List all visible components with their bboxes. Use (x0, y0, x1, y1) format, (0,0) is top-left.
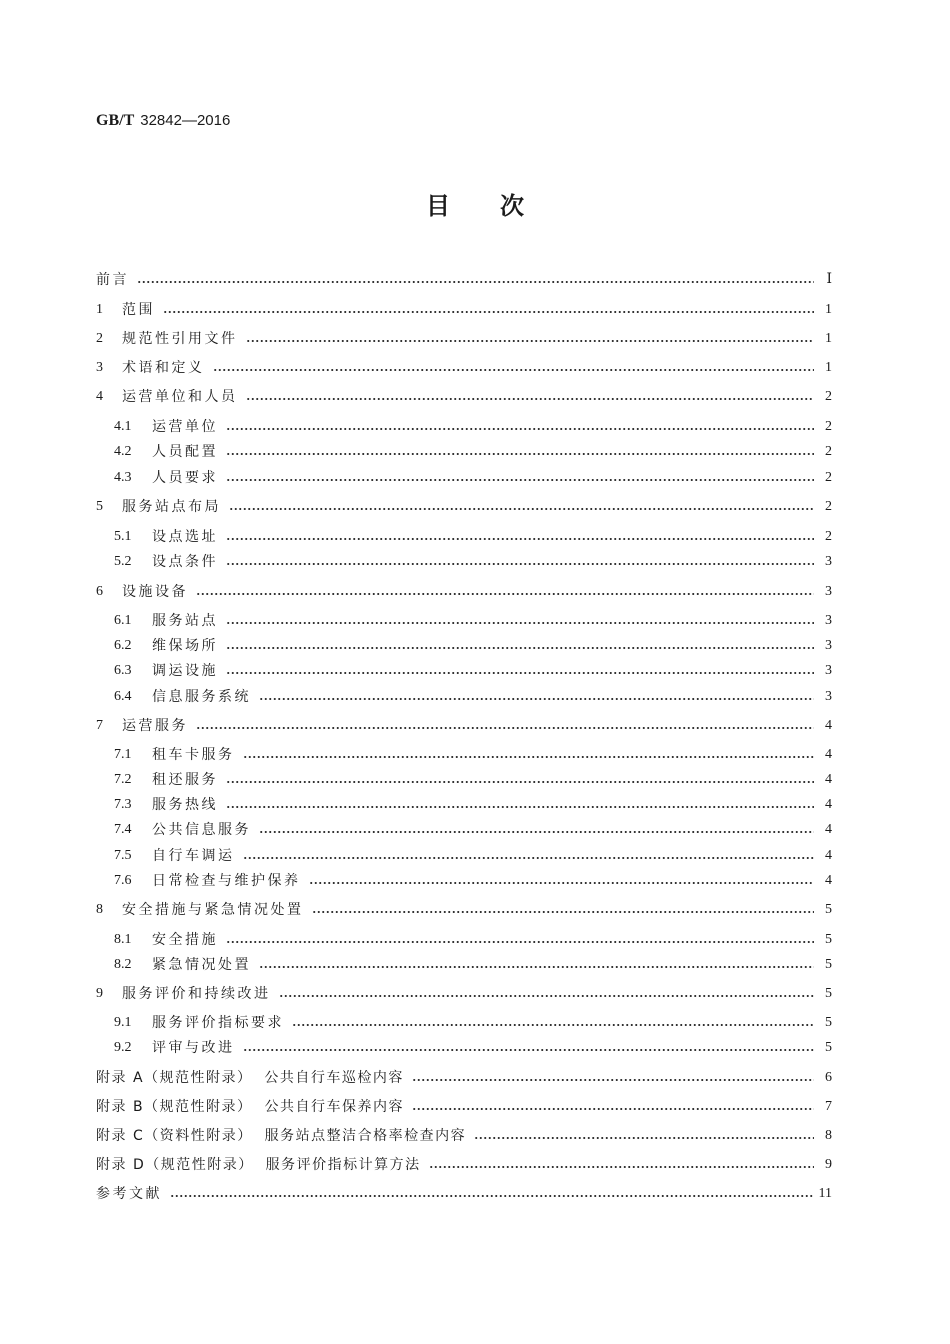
toc-entry-label: 附录 C（资料性附录） 服务站点整洁合格率检查内容 (96, 1128, 467, 1144)
toc-entry[interactable] (96, 270, 832, 290)
dot-leader (226, 453, 814, 455)
toc-entry-label: 附录 A（规范性附录） 公共自行车巡检内容 (96, 1070, 404, 1086)
toc-entry-label: 人员配置 (152, 444, 218, 460)
toc-entry-number: 4.2 (114, 444, 132, 459)
dot-leader (309, 882, 815, 884)
toc-entry-number: 9.2 (114, 1040, 132, 1055)
toc-entry-number: 9 (96, 986, 103, 1001)
toc-entry[interactable] (96, 1155, 832, 1175)
toc-entry[interactable] (96, 984, 832, 1004)
toc-entry-page-number: 2 (825, 389, 832, 404)
toc-entry[interactable] (114, 552, 832, 572)
toc-entry-number: 5.2 (114, 554, 132, 569)
toc-entry[interactable] (114, 955, 832, 975)
toc-entry-label: 附录 D（规范性附录） 服务评价指标计算方法 (96, 1157, 421, 1173)
dot-leader (259, 831, 814, 833)
toc-entry-number: 8 (96, 902, 103, 917)
toc-entry-page-number: 5 (825, 1040, 832, 1055)
toc-entry-number: 7.5 (114, 848, 132, 863)
dot-leader (226, 941, 814, 943)
toc-entry-page-number: 4 (825, 822, 832, 837)
toc-entry-number: 7 (96, 718, 103, 733)
toc-entry[interactable] (96, 1068, 832, 1088)
toc-entry-label: 参考文献 (96, 1186, 162, 1202)
toc-entry-label: 调运设施 (152, 663, 218, 679)
toc-entry-label: 公共信息服务 (152, 822, 251, 838)
toc-entry-page-number: 4 (825, 873, 832, 888)
dot-leader (259, 966, 814, 968)
toc-entry-label: 运营服务 (122, 718, 188, 734)
dot-leader (474, 1137, 814, 1139)
toc-entry[interactable] (96, 497, 832, 517)
toc-entry-page-number: 3 (825, 584, 832, 599)
toc-entry[interactable] (114, 1038, 832, 1058)
toc-entry[interactable] (114, 442, 832, 462)
toc-entry-page-number: 3 (825, 554, 832, 569)
dot-leader (226, 428, 814, 430)
toc-entry[interactable] (96, 1126, 832, 1146)
toc-entry[interactable] (114, 527, 832, 547)
toc-entry[interactable] (114, 687, 832, 707)
toc-entry[interactable] (96, 329, 832, 349)
toc-entry-label: 日常检查与维护保养 (152, 873, 301, 889)
dot-leader (226, 538, 814, 540)
dot-leader (259, 698, 814, 700)
dot-leader (213, 369, 815, 371)
toc-entry-label: 范围 (122, 302, 155, 318)
toc-entry-number: 7.2 (114, 772, 132, 787)
toc-entry-page-number: 1 (825, 302, 832, 317)
dot-leader (226, 647, 814, 649)
toc-entry-label: 设点选址 (152, 529, 218, 545)
toc-entry-number: 1 (96, 302, 103, 317)
page-title-char: 目 (426, 192, 450, 220)
toc-entry-number: 2 (96, 331, 103, 346)
toc-entry[interactable] (114, 795, 832, 815)
dot-leader (246, 340, 815, 342)
toc-entry-label: 自行车调运 (152, 848, 235, 864)
toc-entry-page-number: Ⅰ (826, 272, 832, 287)
toc-entry-page-number: 3 (825, 663, 832, 678)
toc-entry[interactable] (114, 1013, 832, 1033)
toc-entry-page-number: 3 (825, 638, 832, 653)
toc-entry[interactable] (96, 900, 832, 920)
toc-entry-number: 6.4 (114, 689, 132, 704)
toc-entry[interactable] (96, 300, 832, 320)
dot-leader (226, 672, 814, 674)
toc-entry-label: 术语和定义 (122, 360, 205, 376)
dot-leader (170, 1195, 813, 1197)
dot-leader (163, 311, 814, 313)
toc-entry[interactable] (114, 820, 832, 840)
toc-entry-page-number: 2 (825, 470, 832, 485)
toc-entry-page-number: 3 (825, 613, 832, 628)
toc-entry-label: 运营单位 (152, 419, 218, 435)
toc-entry-number: 7.1 (114, 747, 132, 762)
toc-entry-page-number: 9 (825, 1157, 832, 1172)
toc-entry-label: 前言 (96, 272, 129, 288)
standard-prefix: GB/T (96, 112, 135, 129)
toc-entry-label: 租车卡服务 (152, 747, 235, 763)
toc-entry-number: 6.1 (114, 613, 132, 628)
toc-entry-label: 附录 B（规范性附录） 公共自行车保养内容 (96, 1099, 404, 1115)
toc-entry-number: 7.3 (114, 797, 132, 812)
dot-leader (279, 995, 815, 997)
toc-entry-label: 安全措施与紧急情况处置 (122, 902, 304, 918)
dot-leader (226, 563, 814, 565)
toc-entry-page-number: 5 (825, 986, 832, 1001)
toc-entry-page-number: 1 (825, 360, 832, 375)
toc-entry[interactable] (114, 636, 832, 656)
page-title-char: 次 (500, 192, 524, 220)
toc-entry[interactable] (114, 661, 832, 681)
toc-entry-page-number: 3 (825, 689, 832, 704)
toc-entry-number: 5 (96, 499, 103, 514)
standard-number: 32842—2016 (140, 112, 231, 129)
toc-entry-page-number: 4 (825, 747, 832, 762)
toc-entry[interactable] (114, 846, 832, 866)
dot-leader (196, 593, 814, 595)
toc-entry-page-number: 4 (825, 848, 832, 863)
dot-leader (226, 622, 814, 624)
toc-entry-number: 3 (96, 360, 103, 375)
dot-leader (429, 1166, 814, 1168)
toc-entry-label: 安全措施 (152, 932, 218, 948)
toc-entry-label: 评审与改进 (152, 1040, 235, 1056)
toc-entry-page-number: 4 (825, 772, 832, 787)
toc-entry-page-number: 2 (825, 529, 832, 544)
toc-entry[interactable] (114, 745, 832, 765)
toc-entry[interactable] (96, 387, 832, 407)
toc-entry-label: 服务评价指标要求 (152, 1015, 284, 1031)
toc-entry[interactable] (114, 611, 832, 631)
toc-entry-label: 设点条件 (152, 554, 218, 570)
toc-entry-label: 信息服务系统 (152, 689, 251, 705)
toc-entry-label: 服务站点布局 (122, 499, 221, 515)
toc-entry[interactable] (96, 358, 832, 378)
toc-entry-label: 维保场所 (152, 638, 218, 654)
toc-entry[interactable] (114, 417, 832, 437)
dot-leader (292, 1024, 814, 1026)
toc-entry-page-number: 1 (825, 331, 832, 346)
toc-entry-number: 4.3 (114, 470, 132, 485)
dot-leader (226, 781, 814, 783)
toc-entry-label: 设施设备 (122, 584, 188, 600)
toc-entry-page-number: 2 (825, 444, 832, 459)
toc-entry[interactable] (96, 1184, 832, 1204)
toc-entry-page-number: 8 (825, 1128, 832, 1143)
toc-entry-label: 规范性引用文件 (122, 331, 238, 347)
toc-entry-label: 运营单位和人员 (122, 389, 238, 405)
toc-entry-page-number: 5 (825, 1015, 832, 1030)
toc-entry-page-number: 7 (825, 1099, 832, 1114)
dot-leader (137, 281, 814, 283)
dot-leader (226, 479, 814, 481)
toc-entry-number: 6.3 (114, 663, 132, 678)
toc-entry-label: 紧急情况处置 (152, 957, 251, 973)
toc-entry[interactable] (114, 930, 832, 950)
dot-leader (246, 398, 815, 400)
toc-entry[interactable] (96, 582, 832, 602)
toc-entry-number: 7.6 (114, 873, 132, 888)
toc-entry-number: 8.2 (114, 957, 132, 972)
dot-leader (196, 727, 814, 729)
toc-entry[interactable] (96, 716, 832, 736)
toc-entry-number: 4 (96, 389, 103, 404)
toc-entry[interactable] (96, 1097, 832, 1117)
dot-leader (243, 1049, 815, 1051)
toc-entry-page-number: 4 (825, 797, 832, 812)
dot-leader (312, 911, 815, 913)
toc-entry-number: 6.2 (114, 638, 132, 653)
toc-entry-page-number: 5 (825, 902, 832, 917)
toc-entry-page-number: 2 (825, 499, 832, 514)
toc-entry-page-number: 4 (825, 718, 832, 733)
dot-leader (226, 806, 814, 808)
toc-entry-number: 4.1 (114, 419, 132, 434)
toc-entry[interactable] (114, 468, 832, 488)
toc-entry-page-number: 5 (825, 932, 832, 947)
toc-entry-page-number: 2 (825, 419, 832, 434)
toc-entry-page-number: 5 (825, 957, 832, 972)
toc-entry-page-number: 11 (818, 1186, 832, 1201)
dot-leader (243, 857, 815, 859)
toc-entry-label: 服务站点 (152, 613, 218, 629)
dot-leader (229, 508, 814, 510)
toc-entry[interactable] (114, 871, 832, 891)
toc-entry-number: 9.1 (114, 1015, 132, 1030)
dot-leader (243, 756, 815, 758)
toc-entry[interactable] (114, 770, 832, 790)
toc-entry-label: 租还服务 (152, 772, 218, 788)
toc-entry-number: 6 (96, 584, 103, 599)
toc-entry-number: 7.4 (114, 822, 132, 837)
dot-leader (412, 1108, 814, 1110)
toc-entry-label: 服务评价和持续改进 (122, 986, 271, 1002)
toc-entry-page-number: 6 (825, 1070, 832, 1085)
toc-entry-label: 服务热线 (152, 797, 218, 813)
toc-entry-number: 5.1 (114, 529, 132, 544)
toc-entry-number: 8.1 (114, 932, 132, 947)
dot-leader (412, 1079, 814, 1081)
toc-entry-label: 人员要求 (152, 470, 218, 486)
